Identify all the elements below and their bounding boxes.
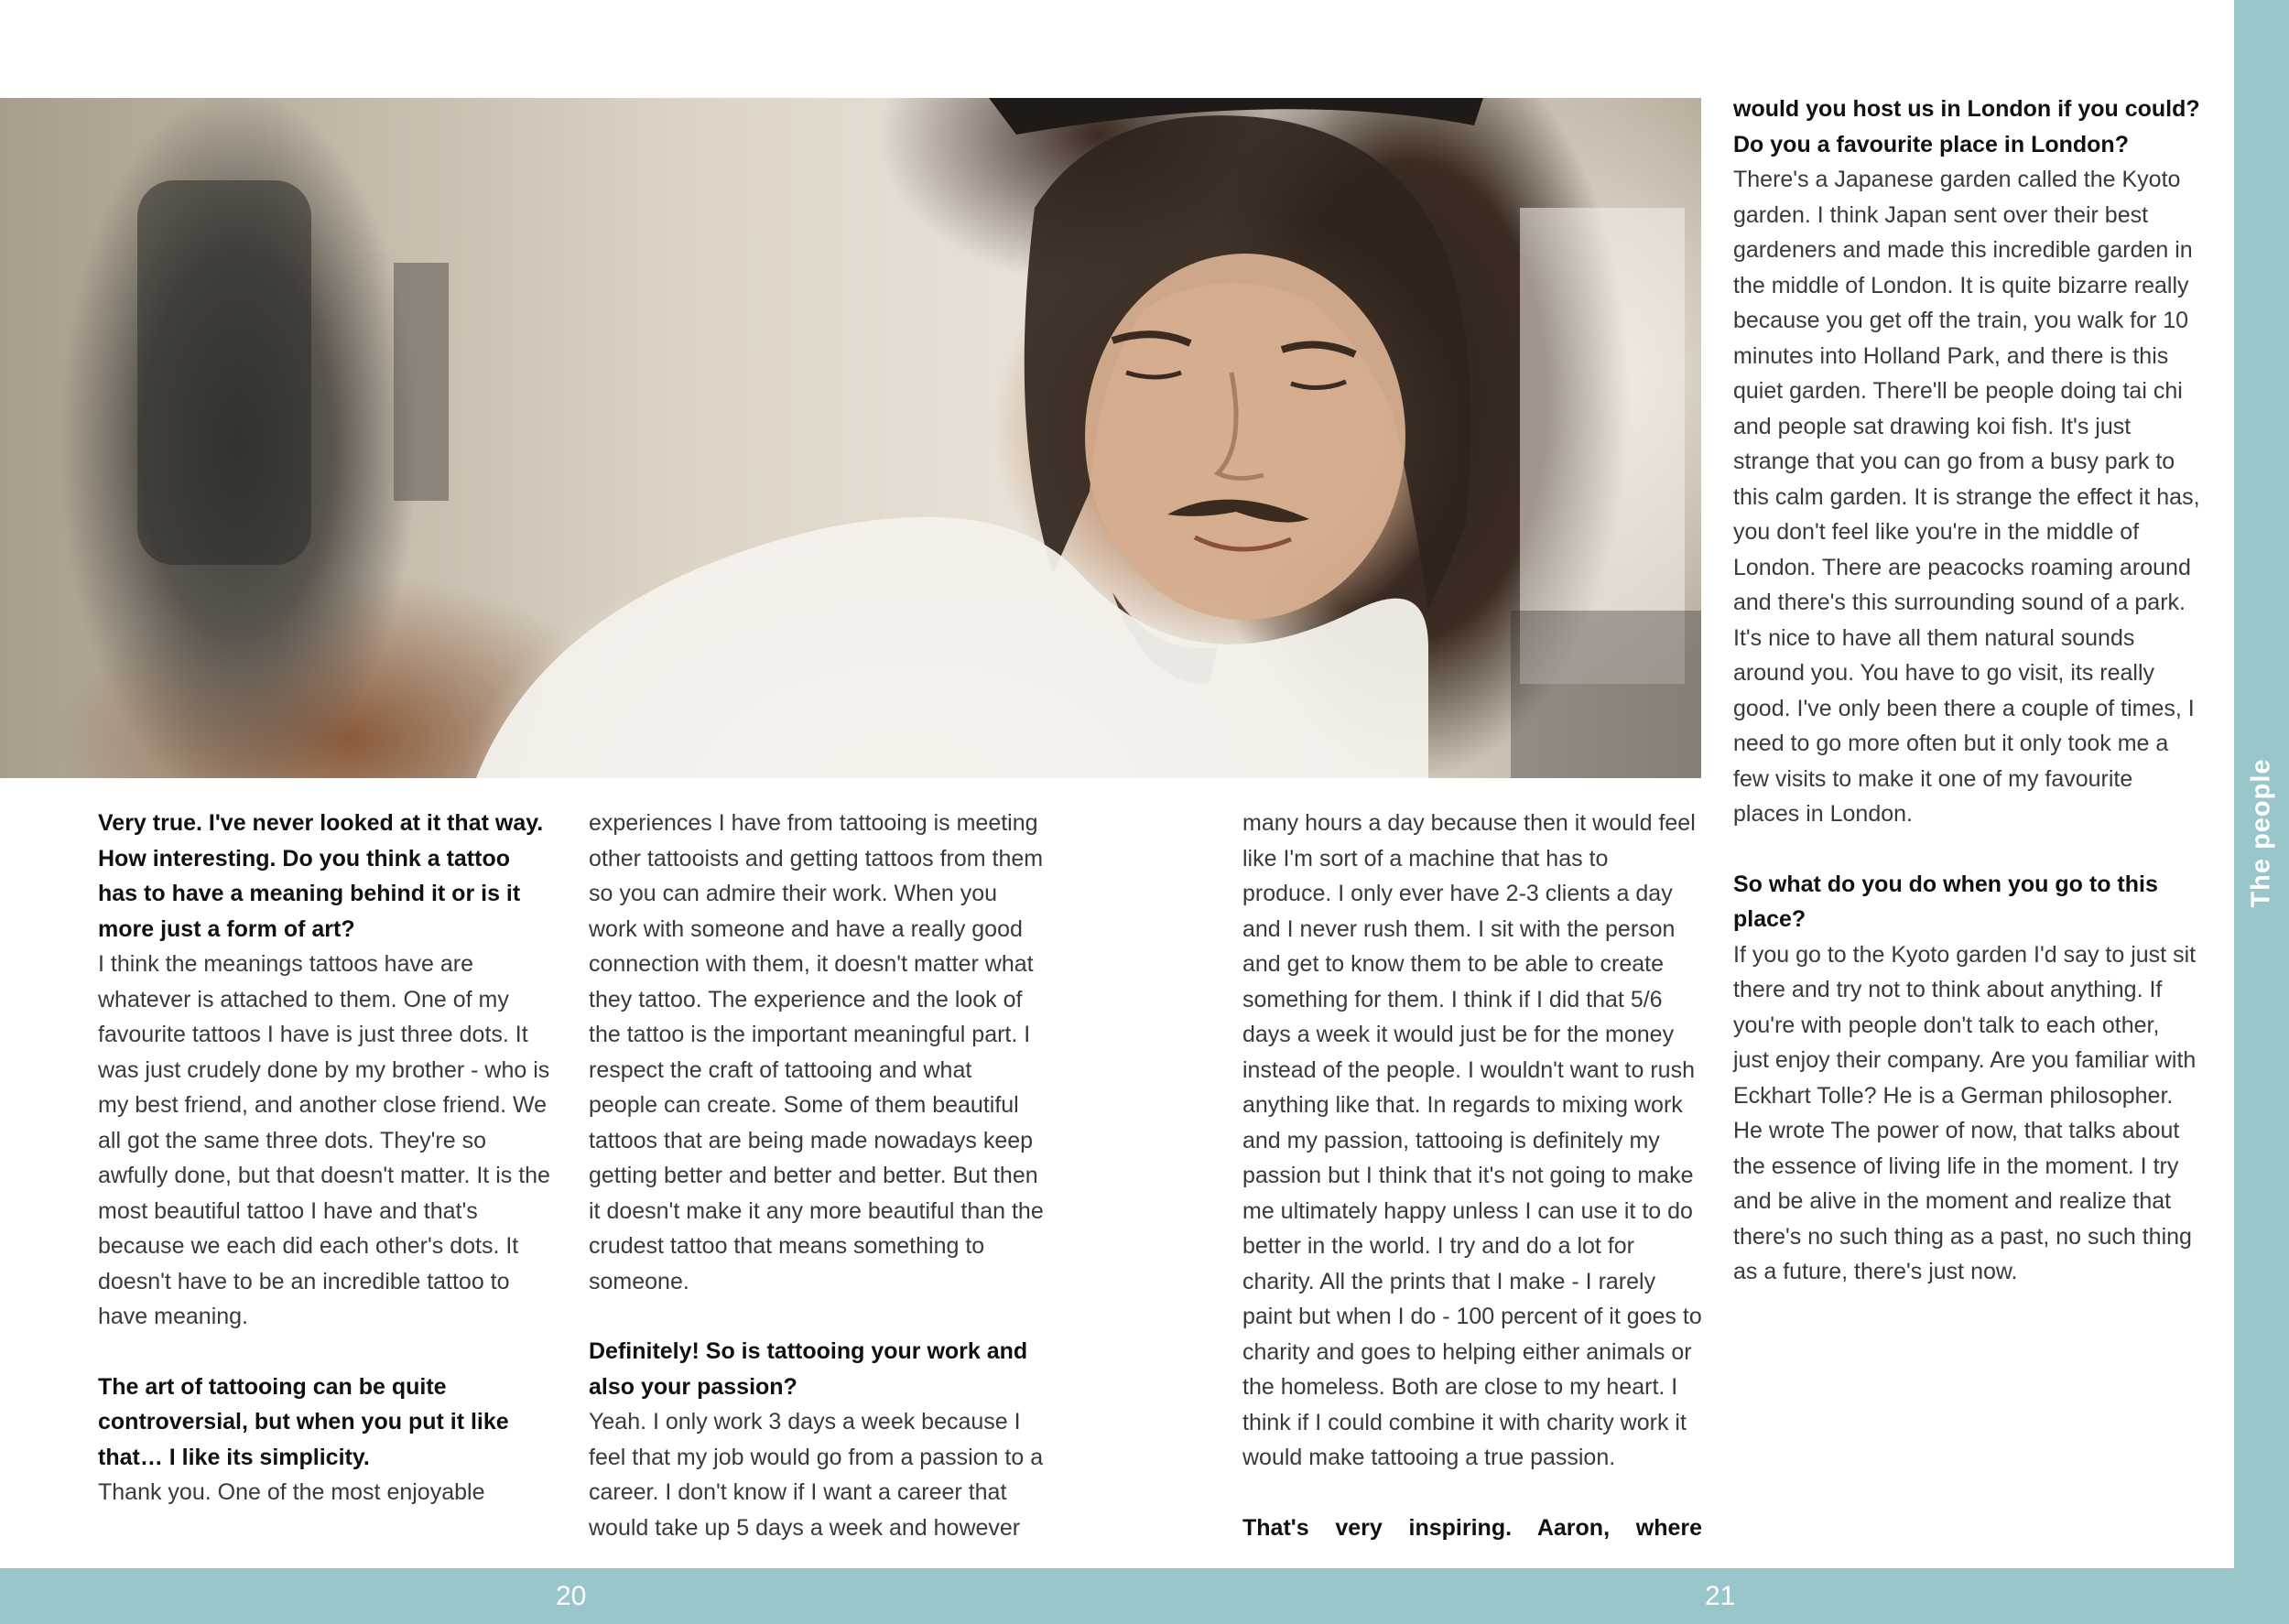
column-2	[589, 806, 1047, 1545]
question-text: The art of tattooing can be quite controversial, but when you put it like that… I like its simplicity.	[98, 1373, 509, 1470]
answer-text: If you go to the Kyoto garden I'd say to just sit there and try not to think about anything. If you're with people don't talk to each other, just enjoy their company. Are you familiar with Eckhart Tolle? He is a German philosopher. He wrote The power of now, that talks about the essence of living life in the moment. I try and be alive in the moment and realize that there's no such thing as a past, no such thing as a future, there's just now.	[1733, 941, 2197, 1284]
portrait-photo	[0, 98, 1701, 778]
question-text: So what do you do when you go to this place?	[1733, 871, 2158, 932]
answer-text: There's a Japanese garden called the Kyoto garden. I think Japan sent over their best gardeners and made this incredible garden in the middle of London. It is quite bizarre really because you get off the train, you walk for 10 minutes into Holland Park, and there is this quiet garden. There'll be people doing tai chi and people sat drawing koi fish. It's just strange that you can go from a busy park to this calm garden. It is strange the effect it has, you don't feel like you're in the middle of London. There are peacocks roaming around and there's this surrounding sound of a park. It's nice to have all them natural sounds around you. You have to go visit, its really good. I've only been there a couple of times, I need to go more often but it only took me a few visits to make it one of my favourite places in London.	[1733, 167, 2200, 827]
footer-bar	[0, 1568, 2234, 1624]
portrait-illustration	[0, 98, 1701, 778]
answer-text: many hours a day because then it would feel like I'm sort of a machine that has to produce. I only ever have 2-3 clients a day and I never rush them. I sit with the person and get to know them to be able to create something for them. I think if I did that 5/6 days a week it would just be for the money instead of the people. I wouldn't want to rush anything like that. In regards to mixing work and my passion, tattooing is definitely my passion but I think that it's not going to make me ultimately happy unless I can use it to do better in the world. I try and do a lot for charity. All the prints that I make - I rarely paint but when I do - 100 percent of it goes to charity and goes to helping either animals or the homeless. Both are close to my heart. I think if I could combine it with charity work it would make tattooing a true passion.	[1242, 810, 1702, 1470]
question-text: Definitely! So is tattooing your work and also your passion?	[589, 1338, 1028, 1400]
page-number-left: 20	[556, 1581, 587, 1611]
question-text: That's very inspiring. Aaron, where	[1242, 1514, 1702, 1541]
question-text: Very true. I've never looked at it that way. How interesting. Do you think a tattoo has to have a meaning behind it or is it more just a form of art?	[98, 810, 544, 942]
section-label: The people	[2246, 758, 2276, 908]
column-1	[98, 806, 556, 1510]
answer-text: experiences I have from tattooing is meeting other tattooists and getting tattoos from them so you can admire their work. When you work with someone and have a really good connection with them, it doesn't matter what they tattoo. The experience and the look of the tattoo is the important meaningful part. I respect the craft of tattooing and what people can create. Some of them beautiful tattoos that are being made nowadays keep getting better and better and better. But then it doesn't make it any more beautiful than the crudest tattoo that means something to someone.	[589, 810, 1044, 1294]
column-3	[1242, 806, 1702, 1545]
question-text: would you host us in London if you could? Do you a favourite place in London?	[1733, 96, 2200, 157]
answer-text: Thank you. One of the most enjoyable	[98, 1479, 485, 1505]
page-number-right: 21	[1705, 1581, 1736, 1611]
answer-text: I think the meanings tattoos have are whatever is attached to them. One of my favourite tattoos I have is just three dots. It was just crudely done by my brother - who is my best friend, and another close friend. We all got the same three dots. They're so awfully done, but that doesn't matter. It is the most beautiful tattoo I have and that's because we each did each other's dots. It doesn't have to be an incredible tattoo to have meaning.	[98, 951, 550, 1329]
answer-text: Yeah. I only work 3 days a week because I feel that my job would go from a passion to a career. I don't know if I want a career that would take up 5 days a week and however	[589, 1409, 1044, 1541]
column-4	[1733, 92, 2200, 1290]
